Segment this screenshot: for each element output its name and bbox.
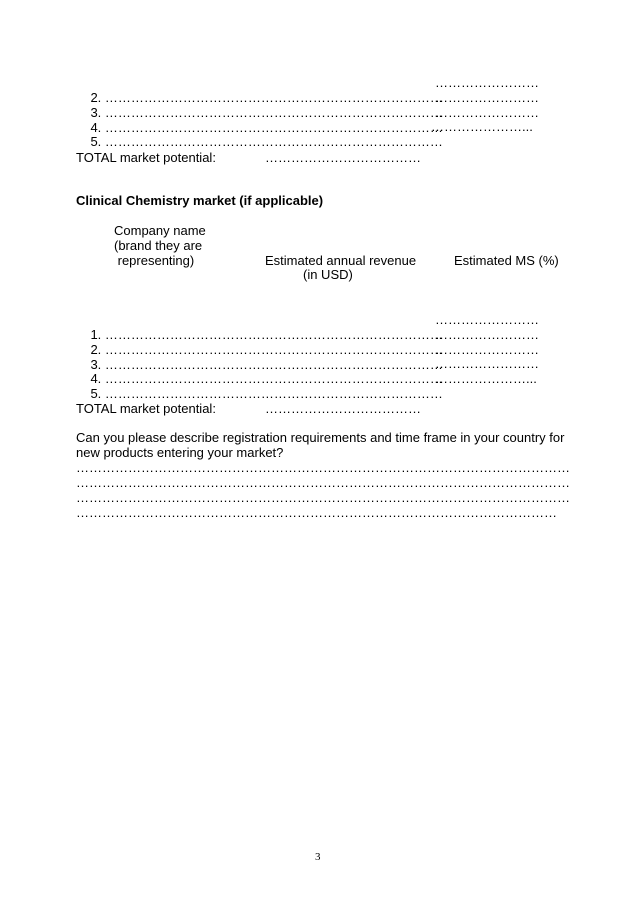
answer-line-3[interactable]: …………………………………………………………………………………………………… xyxy=(76,490,570,505)
value-blank[interactable]: …………………... xyxy=(435,371,537,386)
question-line-2: new products entering your market? xyxy=(76,445,284,460)
total-label: TOTAL market potential: xyxy=(76,150,216,165)
question-line-1: Can you please describe registration requirements and time frame in your country for xyxy=(76,430,565,445)
row-number: 4. xyxy=(90,119,102,135)
value-blank[interactable]: …………………… xyxy=(435,90,539,105)
answer-line-2[interactable]: …………………………………………………………………………………………………… xyxy=(76,475,570,490)
company-blank[interactable]: …………………………………………………………………… xyxy=(104,370,443,386)
section-heading: Clinical Chemistry market (if applicable) xyxy=(76,193,324,208)
company-blank[interactable]: …………………………………………………………………… xyxy=(104,119,443,135)
column-header-ms: Estimated MS (%) xyxy=(454,253,559,268)
column-header-revenue-1: Estimated annual revenue xyxy=(265,253,417,268)
value-blank[interactable]: …………………… xyxy=(435,356,539,371)
value-blank[interactable]: …………………… xyxy=(435,75,539,90)
column-header-company-3: representing) xyxy=(114,253,195,268)
company-blank[interactable]: …………………………………………………………………… xyxy=(104,104,443,120)
row-number: 4. xyxy=(90,370,102,386)
row-number: 2. xyxy=(90,89,102,105)
company-blank[interactable]: …………………………………………………………………… xyxy=(104,385,443,401)
company-blank[interactable]: …………………………………………………………………… xyxy=(104,89,443,105)
value-blank[interactable]: …………………… xyxy=(435,105,539,120)
row-number: 2. xyxy=(90,341,102,357)
answer-line-1[interactable]: …………………………………………………………………………………………………… xyxy=(76,460,570,475)
company-blank[interactable]: …………………………………………………………………… xyxy=(104,341,443,357)
total-value-blank[interactable]: ……………………………… xyxy=(265,401,421,416)
value-blank[interactable]: …………………… xyxy=(435,327,539,342)
row-number: 5. xyxy=(90,133,102,149)
row-number: 5. xyxy=(90,385,102,401)
company-blank[interactable]: …………………………………………………………………… xyxy=(104,356,443,372)
value-blank[interactable]: …………………… xyxy=(435,342,539,357)
total-label: TOTAL market potential: xyxy=(76,401,216,416)
row-number: 3. xyxy=(90,356,102,372)
company-blank[interactable]: …………………………………………………………………… xyxy=(104,326,443,342)
total-value-blank[interactable]: ……………………………… xyxy=(265,150,421,165)
row-number: 1. xyxy=(90,326,102,342)
company-blank[interactable]: …………………………………………………………………… xyxy=(104,133,443,149)
column-header-company-2: (brand they are xyxy=(114,238,203,253)
answer-line-4[interactable]: ………………………………………………………………………………………………… xyxy=(76,505,557,520)
value-blank[interactable]: …………………... xyxy=(431,119,533,134)
column-header-company-1: Company name xyxy=(114,223,206,238)
row-number: 3. xyxy=(90,104,102,120)
column-header-revenue-2: (in USD) xyxy=(303,267,353,282)
page-number: 3 xyxy=(315,851,321,863)
value-blank[interactable]: …………………… xyxy=(435,312,539,327)
